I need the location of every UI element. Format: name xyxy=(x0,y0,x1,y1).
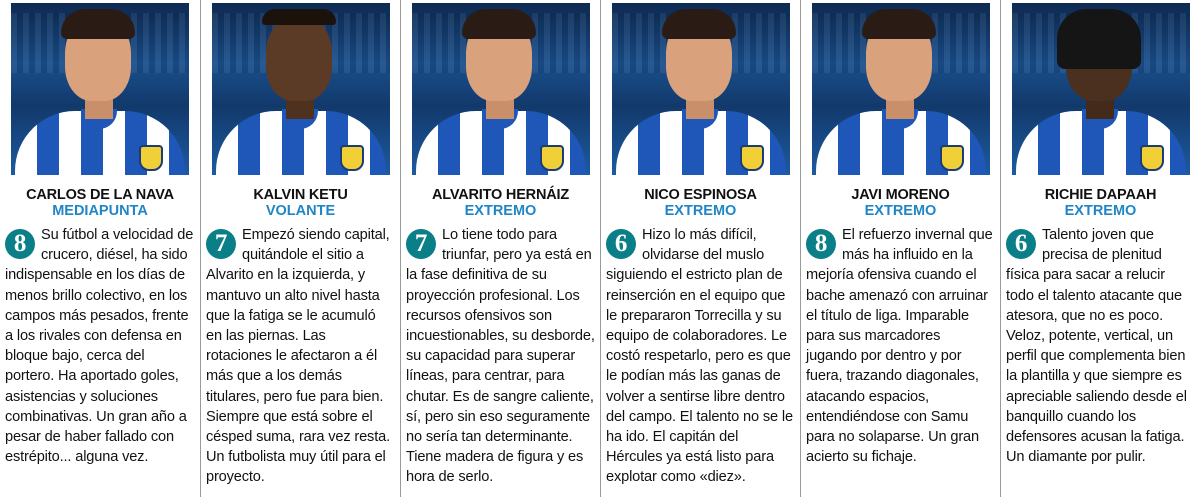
review-text: Talento joven que precisa de plenitud física para sacar a relucir todo el talento atacante que atesora, que no es poco. Veloz, potente, vertical, un perfil que complementa bien la plantilla y que siempre es apreciable saliendo desde el banquillo cuando los defensores acusan la fatiga. Un diamante por pulir. xyxy=(1006,227,1187,466)
player-review xyxy=(806,225,995,467)
player-card-richie-dapaah xyxy=(1000,0,1200,497)
player-position: EXTREMO xyxy=(1064,203,1137,219)
player-review xyxy=(1006,225,1195,467)
player-card-javi-moreno xyxy=(800,0,1000,497)
rating-badge: 8 xyxy=(5,229,35,259)
hair xyxy=(662,9,736,39)
player-name: RICHIE DAPAAH xyxy=(1044,187,1157,203)
rating-badge: 7 xyxy=(406,229,436,259)
rating-badge: 7 xyxy=(206,229,236,259)
review-text: Hizo lo más difícil, olvidarse del muslo siguiendo el estricto plan de reinserción en el equipo que le prepararon Torrecilla y su equipo de colaboradores. Le costó respetarlo, pero es que le podían más las ganas de volver a sentirse libre dentro del campo. El talento no se le ha ido. El capitán del Hércules ya está listo para explotar como «diez». xyxy=(606,227,793,486)
player-photo xyxy=(412,3,590,175)
club-crest-icon xyxy=(1140,145,1164,171)
player-name: CARLOS DE LA NAVA xyxy=(26,187,174,203)
club-crest-icon xyxy=(940,145,964,171)
review-text: Empezó siendo capital, quitándole el sitio a Alvarito en la izquierda, y mantuvo un alto nivel hasta que la fatiga se le acumuló en las piernas. Las rotaciones le afectaron a él más que a los demás titulares, pero fue para bien. Siempre que está sobre el césped suma, rara vez resta. Un futbolista muy útil para el proyecto. xyxy=(206,227,390,486)
player-name: ALVARITO HERNÁIZ xyxy=(432,187,569,203)
player-review xyxy=(606,225,795,488)
player-review xyxy=(206,225,395,488)
club-crest-icon xyxy=(340,145,364,171)
review-text: Lo tiene todo para triunfar, pero ya está en la fase definitiva de su proyección profesional. Los recursos ofensivos son incuestionables, su desborde, su capacidad para superar líneas, para centrar, para chutar. Es de sangre caliente, sí, pero sin eso seguramente no sería tan determinante. Tiene madera de figura y es hora de serlo. xyxy=(406,227,595,486)
hair xyxy=(262,9,336,25)
player-review xyxy=(5,225,195,467)
review-text: El refuerzo invernal que más ha influido en la mejoría ofensiva cuando el bache amenazó con arruinar el título de liga. Imparable para sus marcadores jugando por dentro y por fuera, trazando diagonales, atacando espacios, entendiéndose con Samu para no solaparse. Un gran acierto su fichaje. xyxy=(806,227,993,466)
player-photo xyxy=(612,3,790,175)
player-position: MEDIAPUNTA xyxy=(52,203,148,219)
review-text: Su fútbol a velocidad de crucero, diésel, ha sido indispensable en los días de menos brillo colectivo, en los campos más pesados, frente a los rivales con defensa en bloque bajo, cerca del portero. Ha aportado goles, asistencias y soluciones combinativas. Un gran año a pesar de haber fallado con estrépito... alguna vez. xyxy=(5,227,194,466)
player-photo xyxy=(812,3,990,175)
club-crest-icon xyxy=(740,145,764,171)
head xyxy=(266,15,332,101)
player-card-kalvin-ketu xyxy=(200,0,400,497)
player-name: KALVIN KETU xyxy=(253,187,348,203)
hair xyxy=(862,9,936,39)
hair xyxy=(462,9,536,39)
hair xyxy=(61,9,135,39)
rating-badge: 6 xyxy=(1006,229,1036,259)
player-photo xyxy=(212,3,390,175)
hair xyxy=(1057,9,1141,69)
player-position: EXTREMO xyxy=(664,203,737,219)
player-name: NICO ESPINOSA xyxy=(644,187,757,203)
player-photo xyxy=(11,3,189,175)
player-position: EXTREMO xyxy=(864,203,937,219)
club-crest-icon xyxy=(540,145,564,171)
club-crest-icon xyxy=(139,145,163,171)
player-card-alvarito-hernaiz xyxy=(400,0,600,497)
rating-badge: 8 xyxy=(806,229,836,259)
player-photo xyxy=(1012,3,1190,175)
player-position: VOLANTE xyxy=(265,203,336,219)
player-position: EXTREMO xyxy=(464,203,537,219)
rating-badge: 6 xyxy=(606,229,636,259)
player-review xyxy=(406,225,595,488)
player-name: JAVI MORENO xyxy=(851,187,950,203)
player-card-carlos-de-la-nava xyxy=(0,0,200,497)
player-card-nico-espinosa xyxy=(600,0,800,497)
